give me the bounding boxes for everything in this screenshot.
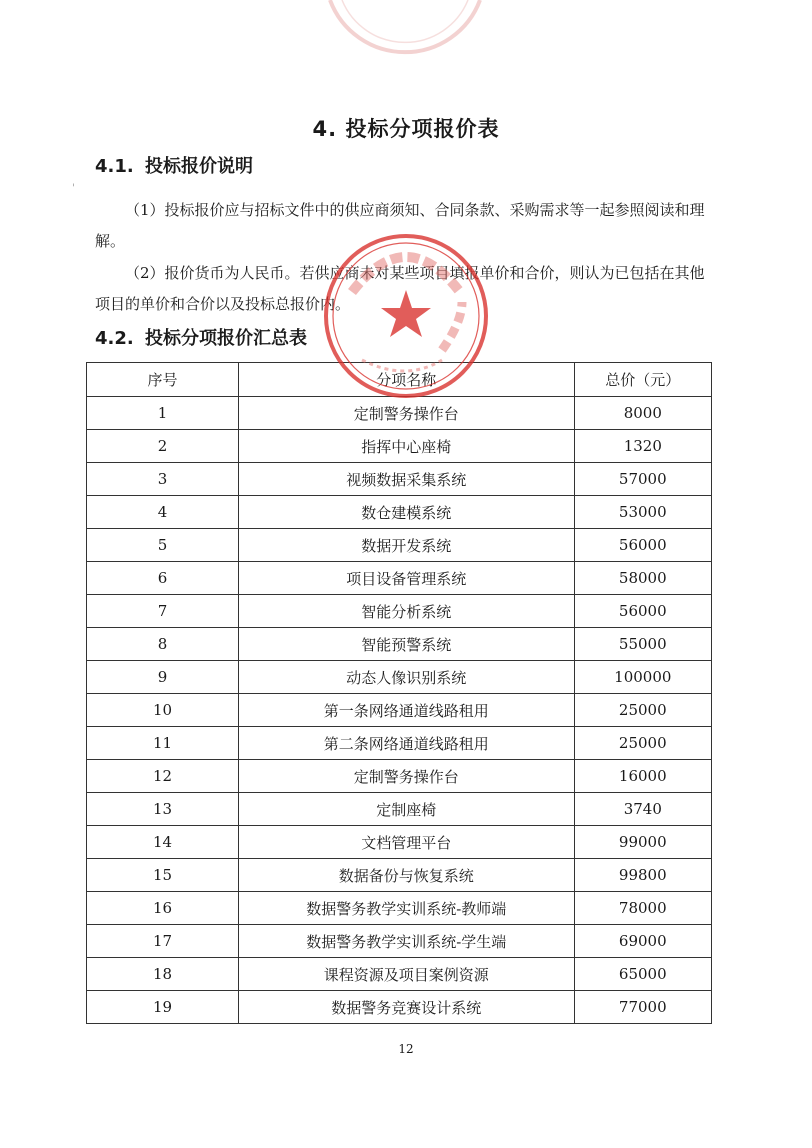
subsection-4-2 (95, 324, 307, 350)
subsection-title: 投标报价说明 (145, 156, 253, 177)
cell-total-price: 58000 (574, 562, 711, 595)
cell-index: 13 (87, 793, 239, 826)
cell-total-price: 8000 (574, 397, 711, 430)
table-row (87, 397, 712, 430)
cell-total-price: 99000 (574, 826, 711, 859)
table-row (87, 595, 712, 628)
cell-index: 1 (87, 397, 239, 430)
table-row (87, 793, 712, 826)
subsection-number: 4.2. (95, 328, 134, 349)
cell-index: 11 (87, 727, 239, 760)
cell-index: 17 (87, 925, 239, 958)
margin-mark: ' (72, 183, 75, 194)
cell-total-price: 56000 (574, 595, 711, 628)
cell-total-price: 25000 (574, 694, 711, 727)
cell-item-name: 智能分析系统 (238, 595, 574, 628)
cell-total-price: 69000 (574, 925, 711, 958)
table-row (87, 562, 712, 595)
cell-index: 15 (87, 859, 239, 892)
cell-total-price: 3740 (574, 793, 711, 826)
paragraph-1 (95, 195, 715, 257)
cell-item-name: 数仓建模系统 (238, 496, 574, 529)
subsection-4-1 (95, 152, 253, 178)
page-number: 12 (398, 1042, 414, 1056)
cell-index: 7 (87, 595, 239, 628)
cell-item-name: 第二条网络通道线路租用 (238, 727, 574, 760)
cell-index: 9 (87, 661, 239, 694)
table-row (87, 496, 712, 529)
cell-index: 12 (87, 760, 239, 793)
cell-total-price: 53000 (574, 496, 711, 529)
cell-index: 18 (87, 958, 239, 991)
cell-index: 5 (87, 529, 239, 562)
cell-total-price: 25000 (574, 727, 711, 760)
table-row (87, 430, 712, 463)
header-item-name: 分项名称 (238, 363, 574, 397)
cell-total-price: 55000 (574, 628, 711, 661)
table-row (87, 892, 712, 925)
table-row (87, 991, 712, 1024)
cell-item-name: 课程资源及项目案例资源 (238, 958, 574, 991)
cell-total-price: 57000 (574, 463, 711, 496)
cell-item-name: 数据开发系统 (238, 529, 574, 562)
cell-total-price: 1320 (574, 430, 711, 463)
subsection-title: 投标分项报价汇总表 (145, 328, 307, 349)
seal-bleed-mark (320, 0, 490, 110)
cell-item-name: 智能预警系统 (238, 628, 574, 661)
cell-index: 6 (87, 562, 239, 595)
table-row (87, 694, 712, 727)
table-row (87, 727, 712, 760)
cell-total-price: 78000 (574, 892, 711, 925)
section-title: 4. 投标分项报价表 (312, 117, 500, 141)
cell-item-name: 数据备份与恢复系统 (238, 859, 574, 892)
cell-item-name: 定制警务操作台 (238, 760, 574, 793)
cell-total-price: 99800 (574, 859, 711, 892)
cell-item-name: 数据警务教学实训系统-学生端 (238, 925, 574, 958)
table-row (87, 925, 712, 958)
cell-index: 10 (87, 694, 239, 727)
cell-item-name: 指挥中心座椅 (238, 430, 574, 463)
cell-item-name: 定制座椅 (238, 793, 574, 826)
cell-index: 3 (87, 463, 239, 496)
cell-index: 2 (87, 430, 239, 463)
cell-item-name: 第一条网络通道线路租用 (238, 694, 574, 727)
cell-item-name: 项目设备管理系统 (238, 562, 574, 595)
subsection-number: 4.1. (95, 156, 134, 177)
cell-total-price: 56000 (574, 529, 711, 562)
cell-total-price: 16000 (574, 760, 711, 793)
cell-index: 19 (87, 991, 239, 1024)
cell-item-name: 数据警务竞赛设计系统 (238, 991, 574, 1024)
cell-total-price: 100000 (574, 661, 711, 694)
cell-item-name: 数据警务教学实训系统-教师端 (238, 892, 574, 925)
cell-item-name: 定制警务操作台 (238, 397, 574, 430)
header-index: 序号 (87, 363, 239, 397)
paragraph-2-text: （2）报价货币为人民币。若供应商未对某些项目填报单价和合价，则认为已包括在其他项目的单价和合价以及投标总报价内。 (95, 264, 705, 313)
table-row (87, 859, 712, 892)
cell-index: 4 (87, 496, 239, 529)
cell-index: 16 (87, 892, 239, 925)
cell-total-price: 65000 (574, 958, 711, 991)
paragraph-2 (95, 258, 715, 320)
table-row (87, 661, 712, 694)
cell-item-name: 文档管理平台 (238, 826, 574, 859)
price-summary-table (86, 362, 712, 1024)
table-row (87, 463, 712, 496)
paragraph-1-text: （1）投标报价应与招标文件中的供应商须知、合同条款、采购需求等一起参照阅读和理解。 (95, 201, 705, 250)
table-row (87, 628, 712, 661)
table-row (87, 958, 712, 991)
table-row (87, 529, 712, 562)
cell-index: 8 (87, 628, 239, 661)
table-row (87, 826, 712, 859)
header-total-price: 总价（元） (574, 363, 711, 397)
table-header-row (87, 363, 712, 397)
table-row (87, 760, 712, 793)
cell-item-name: 动态人像识别系统 (238, 661, 574, 694)
cell-index: 14 (87, 826, 239, 859)
cell-total-price: 77000 (574, 991, 711, 1024)
cell-item-name: 视频数据采集系统 (238, 463, 574, 496)
